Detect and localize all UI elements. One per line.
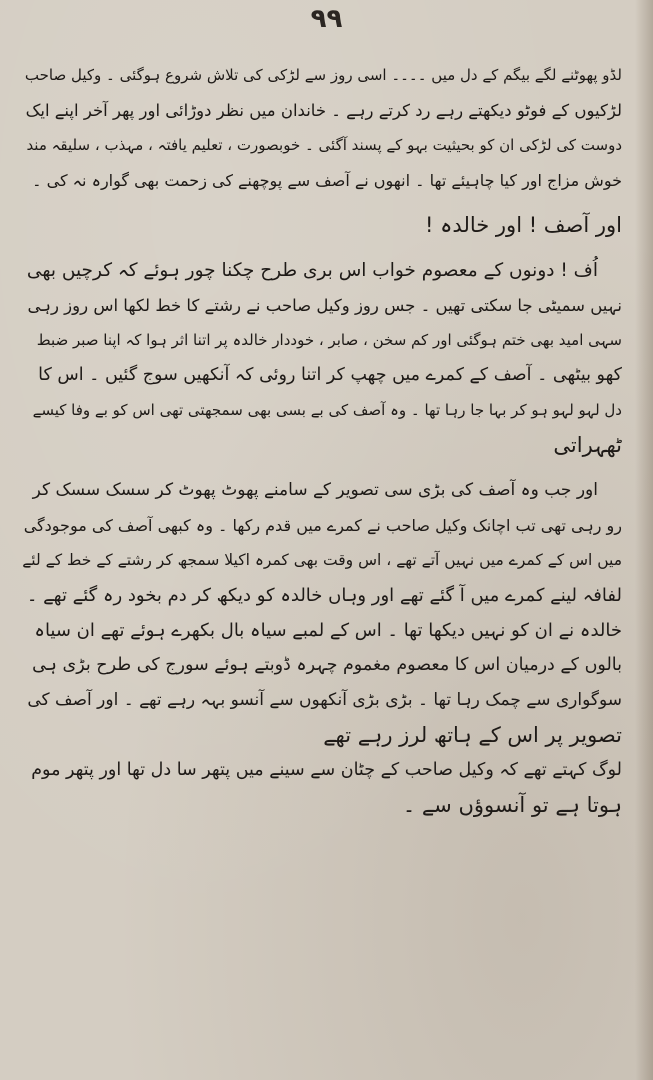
text-line: اُف ! دونوں کے معصوم خواب اس بری طرح چکنا چور ہوئے کہ کرچیں بھی	[26, 260, 598, 281]
page-edge-shadow	[635, 0, 653, 1080]
text-line: لفافہ لینے کمرے میں آ گئے تھے اور وہاں خالدہ کو دیکھ کر دم بخود رہ گئے تھے ۔	[26, 585, 622, 606]
text-line: خوش مزاج اور کیا چاہیئے تھا ۔ انھوں نے آصف سے پوچھنے کی زحمت بھی گوارہ نہ کی ۔	[32, 171, 622, 190]
text-line: بالوں کے درمیان اس کا معصوم مغموم چہرہ ڈوبتے ہوئے سورج کی طرح بڑی ہی	[32, 655, 622, 675]
text-line: لڑکیوں کے فوٹو دیکھتے رہے رد کرتے رہے ۔ خاندان میں نظر دوڑائی اور پھر آخر اپنے ایک	[25, 101, 622, 120]
text-line: رو رہی تھی تب اچانک وکیل صاحب نے کمرے میں قدم رکھا ۔ وہ کبھی آصف کی موجودگی	[23, 516, 622, 535]
line-spacer	[22, 463, 628, 473]
text-line: ہوتا ہے تو آنسوؤں سے ۔	[402, 793, 622, 817]
text-line: ٹھہراتی	[553, 433, 622, 457]
text-line: سوگواری سے چمک رہا تھا ۔ بڑی بڑی آنکھوں سے آنسو بہہ رہے تھے ۔ اور آصف کی	[27, 690, 622, 710]
text-line: لڈو پھوٹنے لگے بیگم کے دل میں ۔۔۔۔ اسی روز سے لڑکی کی تلاش شروع ہوگئی ۔ وکیل صاحب	[24, 66, 622, 84]
text-line: اور جب وہ آصف کی بڑی سی تصویر کے سامنے پھوٹ پھوٹ کر سسک سسک کر	[32, 480, 598, 500]
line-spacer	[22, 243, 628, 253]
text-line: اور آصف ! اور خالدہ !	[425, 213, 622, 237]
line-spacer	[22, 198, 628, 208]
page-number: ۹۹	[310, 4, 343, 34]
text-line: خالدہ نے ان کو نہیں دیکھا تھا ۔ اس کے لمبے سیاہ بال بکھرے ہوئے تھے ان سیاہ	[34, 620, 622, 641]
text-line: سہی امید بھی ختم ہوگئی اور کم سخن ، صابر ، خوددار خالدہ پر اتنا اثر ہوا کہ اپنا صبر ضبط	[36, 331, 622, 349]
text-line: لوگ کہتے تھے کہ وکیل صاحب کے چٹان سے سینے میں پتھر سا دل تھا اور پتھر موم	[31, 760, 622, 780]
text-line: کھو بیٹھی ۔ آصف کے کمرے میں چھپ کر اتنا روئی کہ آنکھیں سوج گئیں ۔ اس کا	[38, 365, 622, 385]
page-text	[22, 58, 628, 823]
text-line: تصویر پر اس کے ہاتھ لرز رہے تھے	[323, 723, 622, 747]
text-line: دوست کی لڑکی ان کو بحیثیت بہو کے پسند آگئی ۔ خوبصورت ، تعلیم یافتہ ، مہذب ، سلیقہ مند	[26, 136, 622, 154]
text-line: میں اس کے کمرے میں نہیں آتے تھے ، اس وقت بھی کمرہ اکیلا سمجھ کر رشتے کے خط کے لئے	[22, 551, 622, 569]
text-line: دل لہو لہو ہو کر بہا جا رہا تھا ۔ وہ آصف کی بے بسی بھی سمجھتی تھی اس کو بے وفا کیسے	[32, 401, 622, 419]
text-line: نہیں سمیٹی جا سکتی تھیں ۔ جس روز وکیل صاحب نے رشتے کا خط لکھا اس روز رہی	[27, 296, 622, 315]
